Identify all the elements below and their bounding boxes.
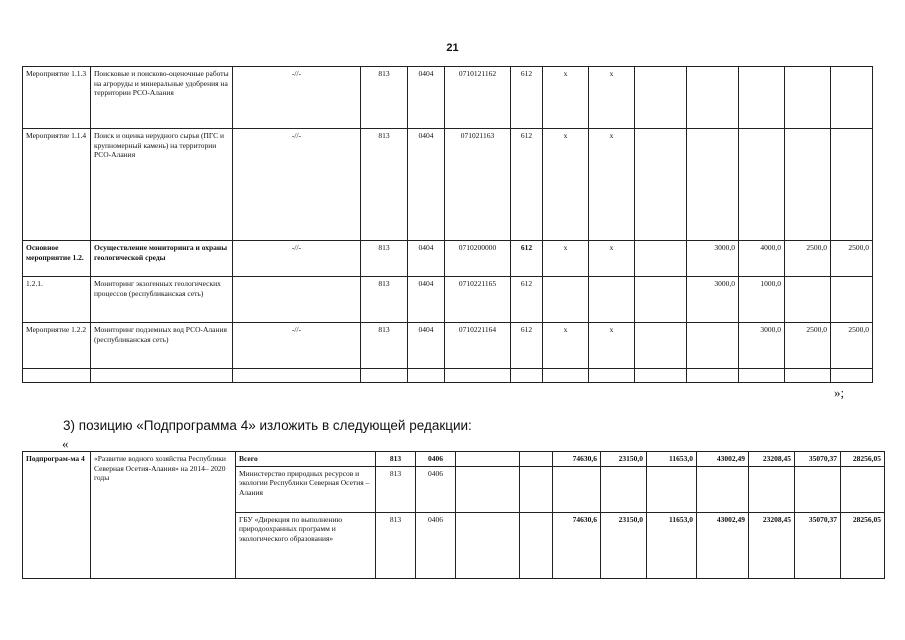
table-cell: x xyxy=(543,67,589,129)
opening-quote: « xyxy=(62,436,69,451)
table-cell: Основное мероприятие 1.2. xyxy=(23,241,91,277)
table-cell: 0404 xyxy=(408,277,445,323)
table-cell xyxy=(635,277,687,323)
table-cell: 28256,05 xyxy=(841,452,885,467)
table-cell xyxy=(233,277,361,323)
table-cell xyxy=(589,369,635,383)
table-cell xyxy=(635,67,687,129)
table-cell: Всего xyxy=(236,452,376,467)
table-row xyxy=(23,323,873,369)
table-cell xyxy=(785,129,831,241)
table-cell xyxy=(831,369,873,383)
table-cell: 813 xyxy=(361,67,408,129)
table-cell: -//- xyxy=(233,67,361,129)
table-cell xyxy=(635,241,687,277)
table-cell xyxy=(635,323,687,369)
table-cell: -//- xyxy=(233,129,361,241)
table-cell: 813 xyxy=(376,452,416,467)
table-cell: 23150,0 xyxy=(601,512,647,578)
table-cell: x xyxy=(589,67,635,129)
table-cell: 071021163 xyxy=(445,129,511,241)
table-cell: x xyxy=(543,129,589,241)
table-cell xyxy=(841,466,885,512)
table-cell: 813 xyxy=(376,512,416,578)
table-cell xyxy=(687,67,739,129)
table-cell: Мероприятие 1.1.4 xyxy=(23,129,91,241)
table-cell xyxy=(543,369,589,383)
table-cell: Осуществление мониторинга и охраны геологической среды xyxy=(91,241,233,277)
table-cell: -//- xyxy=(233,241,361,277)
table-cell: Поиск и оценка нерудного сырья (ПГС и крупномерный камень) на территории РСО-Алания xyxy=(91,129,233,241)
table-cell xyxy=(785,67,831,129)
table-cell: 4000,0 xyxy=(739,241,785,277)
table-cell: Мониторинг экзогенных геологических процессов (республиканская сеть) xyxy=(91,277,233,323)
instruction-text: 3) позицию «Подпрограмма 4» изложить в следующей редакции: xyxy=(63,418,472,433)
table-cell xyxy=(795,466,841,512)
table-row xyxy=(23,277,873,323)
table-cell: 0710200000 xyxy=(445,241,511,277)
table-cell: 0710221165 xyxy=(445,277,511,323)
table-cell xyxy=(361,369,408,383)
table-cell: 0406 xyxy=(416,452,456,467)
table-cell xyxy=(233,369,361,383)
table-cell: 23208,45 xyxy=(749,512,795,578)
table-cell: Мониторинг подземных вод РСО-Алания (республиканская сеть) xyxy=(91,323,233,369)
table-cell xyxy=(687,369,739,383)
table-cell xyxy=(553,466,601,512)
table-cell xyxy=(739,67,785,129)
table-cell: 813 xyxy=(376,466,416,512)
page-number: 21 xyxy=(446,42,459,54)
table-cell: ГБУ «Дирекция по выполнению природоохранных программ и экологического образования» xyxy=(236,512,376,578)
table-cell xyxy=(511,369,543,383)
table-cell: 2500,0 xyxy=(785,323,831,369)
table-cell xyxy=(520,452,553,467)
table-cell xyxy=(785,277,831,323)
table-cell: 813 xyxy=(361,277,408,323)
table-cell xyxy=(647,466,697,512)
table-cell xyxy=(831,67,873,129)
table-cell: 23208,45 xyxy=(749,452,795,467)
table-cell xyxy=(601,466,647,512)
table-cell xyxy=(687,129,739,241)
table-cell xyxy=(785,369,831,383)
subprogram-name: Подпрограм-ма 4 xyxy=(23,452,91,579)
table-cell: 0404 xyxy=(408,323,445,369)
table-cell: 23150,0 xyxy=(601,452,647,467)
table-cell: 1000,0 xyxy=(739,277,785,323)
table-cell: 813 xyxy=(361,129,408,241)
table-cell xyxy=(520,512,553,578)
table-cell: Мероприятие 1.1.3 xyxy=(23,67,91,129)
table-cell: 612 xyxy=(511,323,543,369)
table-cell: 0404 xyxy=(408,129,445,241)
table-cell: Министерство природных ресурсов и экологии Республики Северная Осетия – Алания xyxy=(236,466,376,512)
table-cell xyxy=(445,369,511,383)
table-cell: 28256,05 xyxy=(841,512,885,578)
table-cell: 35070,37 xyxy=(795,512,841,578)
table-cell: 3000,0 xyxy=(687,241,739,277)
table-cell: 11653,0 xyxy=(647,512,697,578)
subprogram-table xyxy=(22,451,885,579)
table-cell xyxy=(408,369,445,383)
table-cell: 0406 xyxy=(416,466,456,512)
table-cell: 3000,0 xyxy=(687,277,739,323)
table-cell: 2500,0 xyxy=(831,323,873,369)
table-cell: Поисковые и поисково-оценочные работы на агроруды и минеральные удобрения на территории РСО-Алания xyxy=(91,67,233,129)
table-cell: x xyxy=(589,241,635,277)
table-cell xyxy=(687,323,739,369)
table-cell: 612 xyxy=(511,67,543,129)
table-cell: 0404 xyxy=(408,241,445,277)
table-cell: 43002,49 xyxy=(697,452,749,467)
table-cell: 0710221164 xyxy=(445,323,511,369)
table-cell xyxy=(456,512,520,578)
table-cell: 2500,0 xyxy=(831,241,873,277)
table-cell: 0404 xyxy=(408,67,445,129)
table-cell: x xyxy=(543,241,589,277)
table-cell xyxy=(831,277,873,323)
table-row xyxy=(23,369,873,383)
closing-quote: »; xyxy=(834,385,845,400)
table-cell: 43002,49 xyxy=(697,512,749,578)
table-cell: -//- xyxy=(233,323,361,369)
table-cell: 35070,37 xyxy=(795,452,841,467)
table-cell xyxy=(635,369,687,383)
table-cell xyxy=(456,452,520,467)
table-cell: 2500,0 xyxy=(785,241,831,277)
table-cell: 612 xyxy=(511,241,543,277)
table-cell: 612 xyxy=(511,277,543,323)
table-cell xyxy=(23,369,91,383)
table-cell xyxy=(635,129,687,241)
table-cell: 813 xyxy=(361,241,408,277)
table-cell xyxy=(739,369,785,383)
table-cell: 0710121162 xyxy=(445,67,511,129)
table-cell: 3000,0 xyxy=(739,323,785,369)
table-cell xyxy=(543,277,589,323)
table-cell: 0406 xyxy=(416,512,456,578)
table-cell: 1.2.1. xyxy=(23,277,91,323)
table-cell: Мероприятие 1.2.2 xyxy=(23,323,91,369)
table-cell xyxy=(697,466,749,512)
table-cell xyxy=(749,466,795,512)
table-cell: x xyxy=(589,323,635,369)
subprogram-description: «Развитие водного хозяйства Республики Северная Осетия-Алания» на 2014– 2020 годы xyxy=(91,452,236,579)
table-cell: 74630,6 xyxy=(553,512,601,578)
table-cell: 612 xyxy=(511,129,543,241)
table-cell xyxy=(739,129,785,241)
table-cell xyxy=(831,129,873,241)
table-cell xyxy=(589,277,635,323)
table-row xyxy=(23,67,873,129)
activities-table xyxy=(22,66,873,383)
table-cell xyxy=(91,369,233,383)
table-cell: x xyxy=(589,129,635,241)
table-cell: 813 xyxy=(361,323,408,369)
table-cell: 74630,6 xyxy=(553,452,601,467)
table-row xyxy=(23,452,885,467)
table-cell xyxy=(520,466,553,512)
table-cell: 11653,0 xyxy=(647,452,697,467)
table-cell: x xyxy=(543,323,589,369)
table-row xyxy=(23,241,873,277)
table-cell xyxy=(456,466,520,512)
table-row xyxy=(23,129,873,241)
